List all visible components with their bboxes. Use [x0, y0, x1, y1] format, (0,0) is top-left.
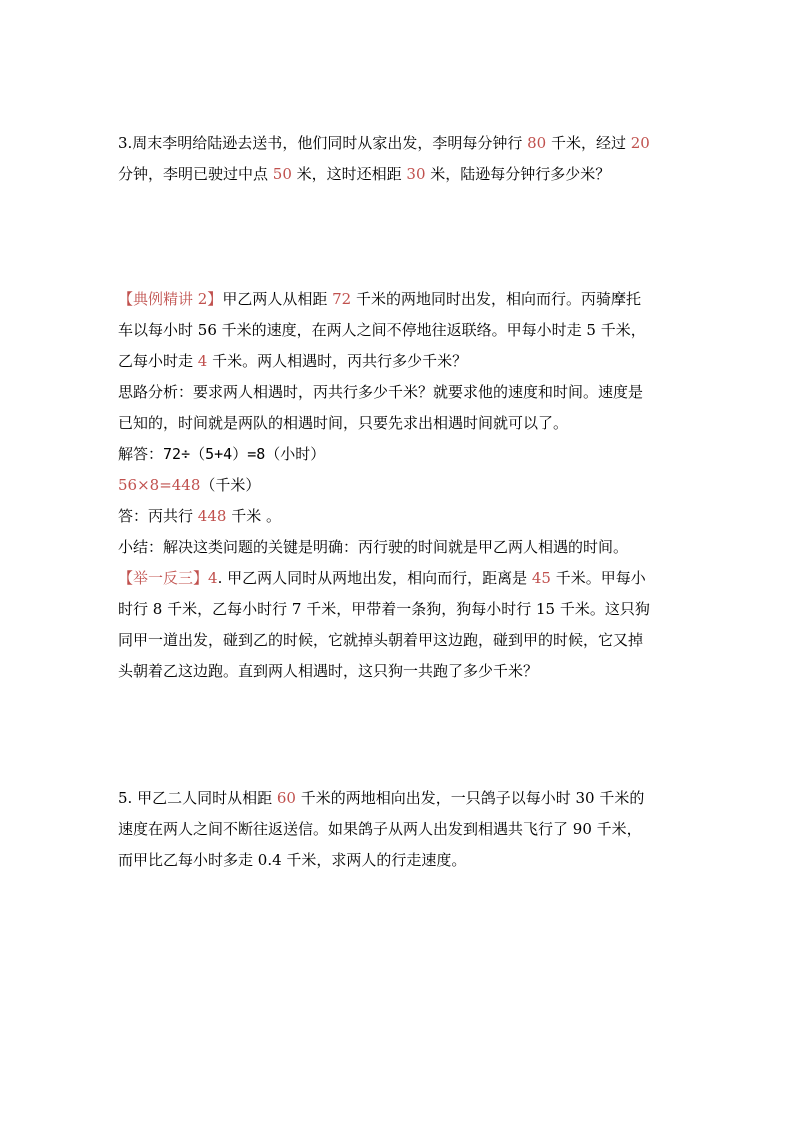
- analysis-line: 已知的，时间就是两队的相遇时间，只要先求出相遇时间就可以了。: [118, 414, 569, 432]
- q5-number: 30: [570, 789, 600, 807]
- solution-step-1: [118, 439, 688, 470]
- q5-text: 千米，求两人的行走速度。: [286, 851, 467, 869]
- practice-text: 千米，甲带着一条狗，狗每小时行: [306, 600, 532, 618]
- q5-number: 0.4: [253, 851, 287, 869]
- practice-value: 7: [287, 600, 307, 618]
- q5-text: 而甲比乙每小时多走: [118, 851, 254, 869]
- q5-text: 千米的: [599, 789, 645, 807]
- question-3: [118, 128, 688, 190]
- example-2-number: 4: [193, 352, 213, 370]
- example-2-text: 千米，: [600, 321, 646, 339]
- practice-text: 千米。这只狗: [559, 600, 650, 618]
- example-2-tag: 【典例精讲 2】: [118, 290, 223, 308]
- practice-4: [118, 563, 688, 687]
- practice-tag: 【举一反三】: [118, 569, 209, 587]
- practice-text: 头朝着乙这边跑。直到两人相遇时，这只狗一共跑了多少千米？: [118, 662, 539, 680]
- answer: [118, 501, 688, 532]
- q3-text: 3.周末李明给陆逊去送书，他们同时从家出发，李明每分钟行: [118, 134, 523, 152]
- example-2-section: [118, 284, 688, 687]
- solution-equation: 72÷（5+4）=8（小时）: [163, 445, 326, 463]
- practice-text: 千米，乙每小时行: [167, 600, 288, 618]
- example-2-text: 乙每小时走: [118, 352, 194, 370]
- q3-text: 分钟，李明已驶过中点: [118, 165, 269, 183]
- solution-step-2: [118, 470, 688, 501]
- example-2-number: 72: [327, 290, 356, 308]
- q5-text: 速度在两人之间不断往返送信。如果鸽子从两人出发到相遇共飞行了: [118, 820, 569, 838]
- q3-number: 20: [625, 134, 650, 152]
- summary: 小结：解决这类问题的关键是明确：丙行驶的时间就是甲乙两人相遇的时间。: [118, 538, 629, 556]
- example-2-number: 5: [581, 321, 601, 339]
- q3-number: 50: [268, 165, 297, 183]
- solution-unit: （千米）: [200, 476, 261, 494]
- q3-number: 30: [401, 165, 431, 183]
- answer-text: 答：丙共行: [118, 507, 194, 525]
- practice-text: 同甲一道出发，碰到乙的时候，它就掉头朝着甲这边跑，碰到甲的时候，它又掉: [118, 631, 644, 649]
- answer-text: 千米 。: [231, 507, 281, 525]
- q3-text: 米，这时还相距: [296, 165, 402, 183]
- example-2-problem: [118, 284, 688, 377]
- q3-text: 米，陆逊每分钟行多少米？: [430, 165, 611, 183]
- example-2-number: 56: [193, 321, 222, 339]
- example-2-text: 千米的两地同时出发，相向而行。丙骑摩托: [355, 290, 641, 308]
- solution-equation-red: 56×8=448: [118, 476, 201, 494]
- example-2-text: 车以每小时: [118, 321, 194, 339]
- practice-number: 4: [208, 569, 218, 587]
- practice-value: 15: [531, 600, 560, 618]
- answer-number: 448: [193, 507, 232, 525]
- practice-text: 千米。甲每小: [555, 569, 646, 587]
- q5-text: 5. 甲乙二人同时从相距: [118, 789, 273, 807]
- practice-text: 时行: [118, 600, 149, 618]
- solution-label: 解答：: [118, 445, 164, 463]
- practice-value: 8: [148, 600, 168, 618]
- practice-text: . 甲乙两人同时从两地出发，相向而行，距离是: [217, 569, 528, 587]
- question-5: [118, 783, 688, 876]
- q5-text: 千米的两地相向出发，一只鸽子以每小时: [300, 789, 571, 807]
- q3-text: 千米，经过: [550, 134, 626, 152]
- analysis-line: 思路分析：要求两人相遇时，丙共行多少千米？就要求他的速度和时间。速度是: [118, 383, 644, 401]
- q5-number: 90: [568, 820, 597, 838]
- q5-text: 千米，: [596, 820, 642, 838]
- q5-number: 60: [272, 789, 301, 807]
- practice-value: 45: [527, 569, 556, 587]
- analysis: [118, 377, 688, 439]
- example-2-text: 千米的速度，在两人之间不停地往返联络。甲每小时走: [221, 321, 582, 339]
- example-2-text: 甲乙两人从相距: [222, 290, 328, 308]
- example-2-text: 千米。两人相遇时，丙共行多少千米？: [212, 352, 468, 370]
- q3-number: 80: [522, 134, 551, 152]
